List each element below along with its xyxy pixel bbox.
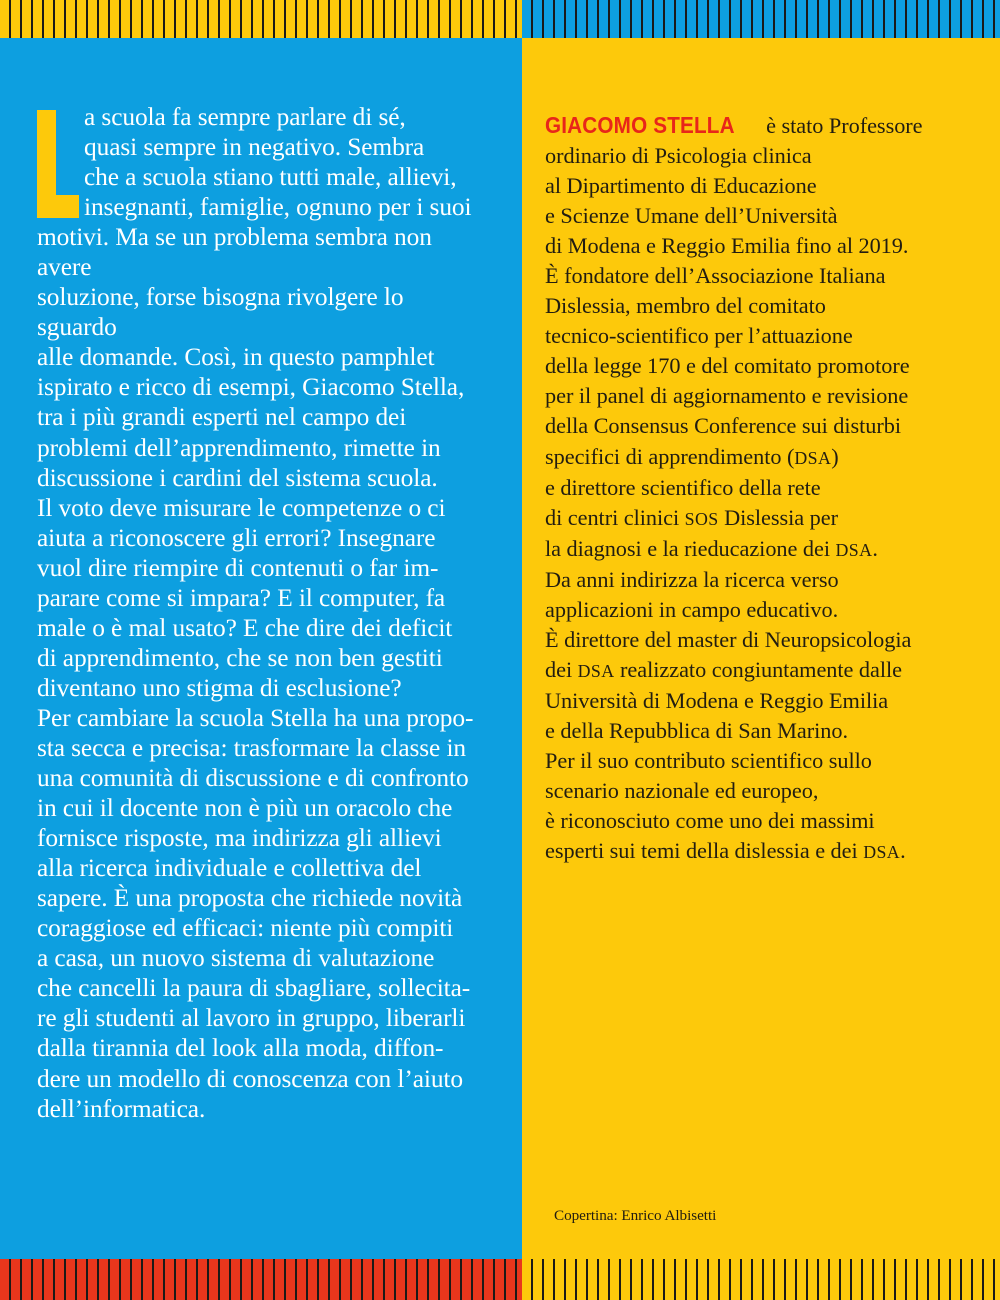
bio-line [545, 110, 970, 141]
bio-line: al Dipartimento di Educazione [545, 173, 817, 199]
blurb-line: problemi dell’apprendimento, rimette in [37, 433, 441, 462]
bio-line: Dislessia, membro del comitato [545, 293, 826, 319]
bio-line [545, 503, 970, 534]
bio-line: È direttore del master di Neuropsicologia [545, 626, 912, 652]
blurb-line: alle domande. Così, in questo pamphlet [37, 343, 435, 372]
acronym-dsa: DSA [863, 842, 901, 863]
bio-line [545, 836, 970, 867]
bio-line-text: ) [831, 443, 839, 469]
bio-line-text: Dislessia per [718, 504, 838, 530]
blurb-line: quasi sempre in negativo. Sembra [84, 133, 425, 162]
bio-line: per il panel di aggiornamento e revisione [545, 383, 909, 409]
blurb-line: coraggiose ed efficaci: niente più compiti [37, 914, 454, 943]
bio-line: Da anni indirizza la ricerca verso [545, 566, 839, 592]
blurb-line: male o è mal usato? E che dire dei deficit [37, 613, 453, 642]
bio-line: Per il suo contributo scientifico sullo [545, 747, 872, 773]
blurb-line: dell’informatica. [37, 1094, 206, 1123]
blurb-line: in cui il docente non è più un oracolo che [37, 794, 453, 823]
blurb-line: ispirato e ricco di esempi, Giacomo Stella, [37, 373, 465, 402]
bio-line-text: . [900, 838, 906, 864]
blurb-line: Per cambiare la scuola Stella ha una propo- [37, 703, 474, 732]
cover-credit: Copertina: Enrico Albisetti [554, 1207, 717, 1224]
bio-line: di Modena e Reggio Emilia fino al 2019. [545, 233, 909, 259]
blurb-line: diventano uno stigma di esclusione? [37, 673, 402, 702]
acronym-dsa: DSA [835, 539, 873, 560]
acronym-dsa: DSA [794, 447, 832, 468]
bio-line-text: specifici di apprendimento ( [545, 443, 795, 469]
blurb-line: soluzione, forse bisogna rivolgere lo sguardo [37, 283, 404, 342]
blurb-line: sapere. È una proposta che richiede novità [37, 884, 463, 913]
bio-line: della Consensus Conference sui disturbi [545, 413, 901, 439]
bio-line-text: la diagnosi e la rieducazione dei [545, 535, 836, 561]
blurb-text-block [37, 102, 481, 1124]
bio-line: e della Repubblica di San Marino. [545, 717, 848, 743]
blurb-line: tra i più grandi esperti nel campo dei [37, 403, 407, 432]
blurb-line: a scuola fa sempre parlare di sé, [84, 103, 406, 131]
bottom-right-stripe-band [522, 1259, 1000, 1300]
acronym-dsa: DSA [577, 660, 615, 681]
bio-line [545, 534, 970, 565]
author-bio-block [545, 110, 970, 867]
bio-line [545, 655, 970, 686]
top-left-stripe-band [0, 0, 522, 38]
blurb-line: di apprendimento, che se non ben gestiti [37, 643, 443, 672]
blurb-line: vuol dire riempire di contenuti o far im- [37, 553, 439, 582]
bio-line: applicazioni in campo educativo. [545, 596, 839, 622]
blurb-line: che cancelli la paura di sbagliare, sollecita- [37, 974, 471, 1003]
bio-line-text: . [872, 535, 878, 561]
blurb-line: una comunità di discussione e di confronto [37, 764, 469, 793]
blurb-line: insegnanti, famiglie, ognuno per i suoi [84, 193, 472, 222]
author-name: GIACOMO STELLA [545, 112, 735, 138]
drop-cap-letter-l [37, 110, 79, 218]
blurb-line: aiuta a riconoscere gli errori? Insegnare [37, 523, 436, 552]
bio-line: e Scienze Umane dell’Università [545, 203, 838, 229]
bio-line: della legge 170 e del comitato promotore [545, 353, 910, 379]
blurb-line: motivi. Ma se un problema sembra non avere [37, 223, 432, 282]
bio-line-text: esperti sui temi della dislessia e dei [545, 838, 864, 864]
bio-line-text: è stato Professore [760, 113, 923, 138]
top-right-stripe-band [522, 0, 1000, 38]
blurb-line: re gli studenti al lavoro in gruppo, liberarli [37, 1004, 466, 1033]
bio-line: È fondatore dell’Associazione Italiana [545, 263, 886, 289]
bio-line [545, 442, 970, 473]
bio-line-text: di centri clinici [545, 504, 685, 530]
blurb-line: dalla tirannia del look alla moda, diffon- [37, 1034, 444, 1063]
acronym-sos: SOS [684, 508, 719, 529]
bio-line: tecnico-scientifico per l’attuazione [545, 323, 853, 349]
blurb-line: discussione i cardini del sistema scuola. [37, 463, 438, 492]
blurb-line: che a scuola stiano tutti male, allievi, [84, 163, 457, 192]
bio-line: ordinario di Psicologia clinica [545, 143, 812, 169]
blurb-line: Il voto deve misurare le competenze o ci [37, 493, 446, 522]
bio-line: è riconosciuto come uno dei massimi [545, 808, 875, 834]
blurb-line: sta secca e precisa: trasformare la classe in [37, 733, 467, 762]
blurb-line: parare come si impara? E il computer, fa [37, 583, 446, 612]
blurb-line: a casa, un nuovo sistema di valutazione [37, 944, 435, 973]
blurb-line: alla ricerca individuale e collettiva del [37, 854, 422, 883]
bio-line: e direttore scientifico della rete [545, 474, 821, 500]
bio-line: scenario nazionale ed europeo, [545, 778, 819, 804]
bio-line-text: realizzato congiuntamente dalle [614, 656, 902, 682]
blurb-line: fornisce risposte, ma indirizza gli allievi [37, 824, 442, 853]
bio-line: Università di Modena e Reggio Emilia [545, 687, 889, 713]
blurb-line: dere un modello di conoscenza con l’aiuto [37, 1064, 463, 1093]
bottom-left-stripe-band [0, 1259, 522, 1300]
bio-line-text: dei [545, 656, 578, 682]
